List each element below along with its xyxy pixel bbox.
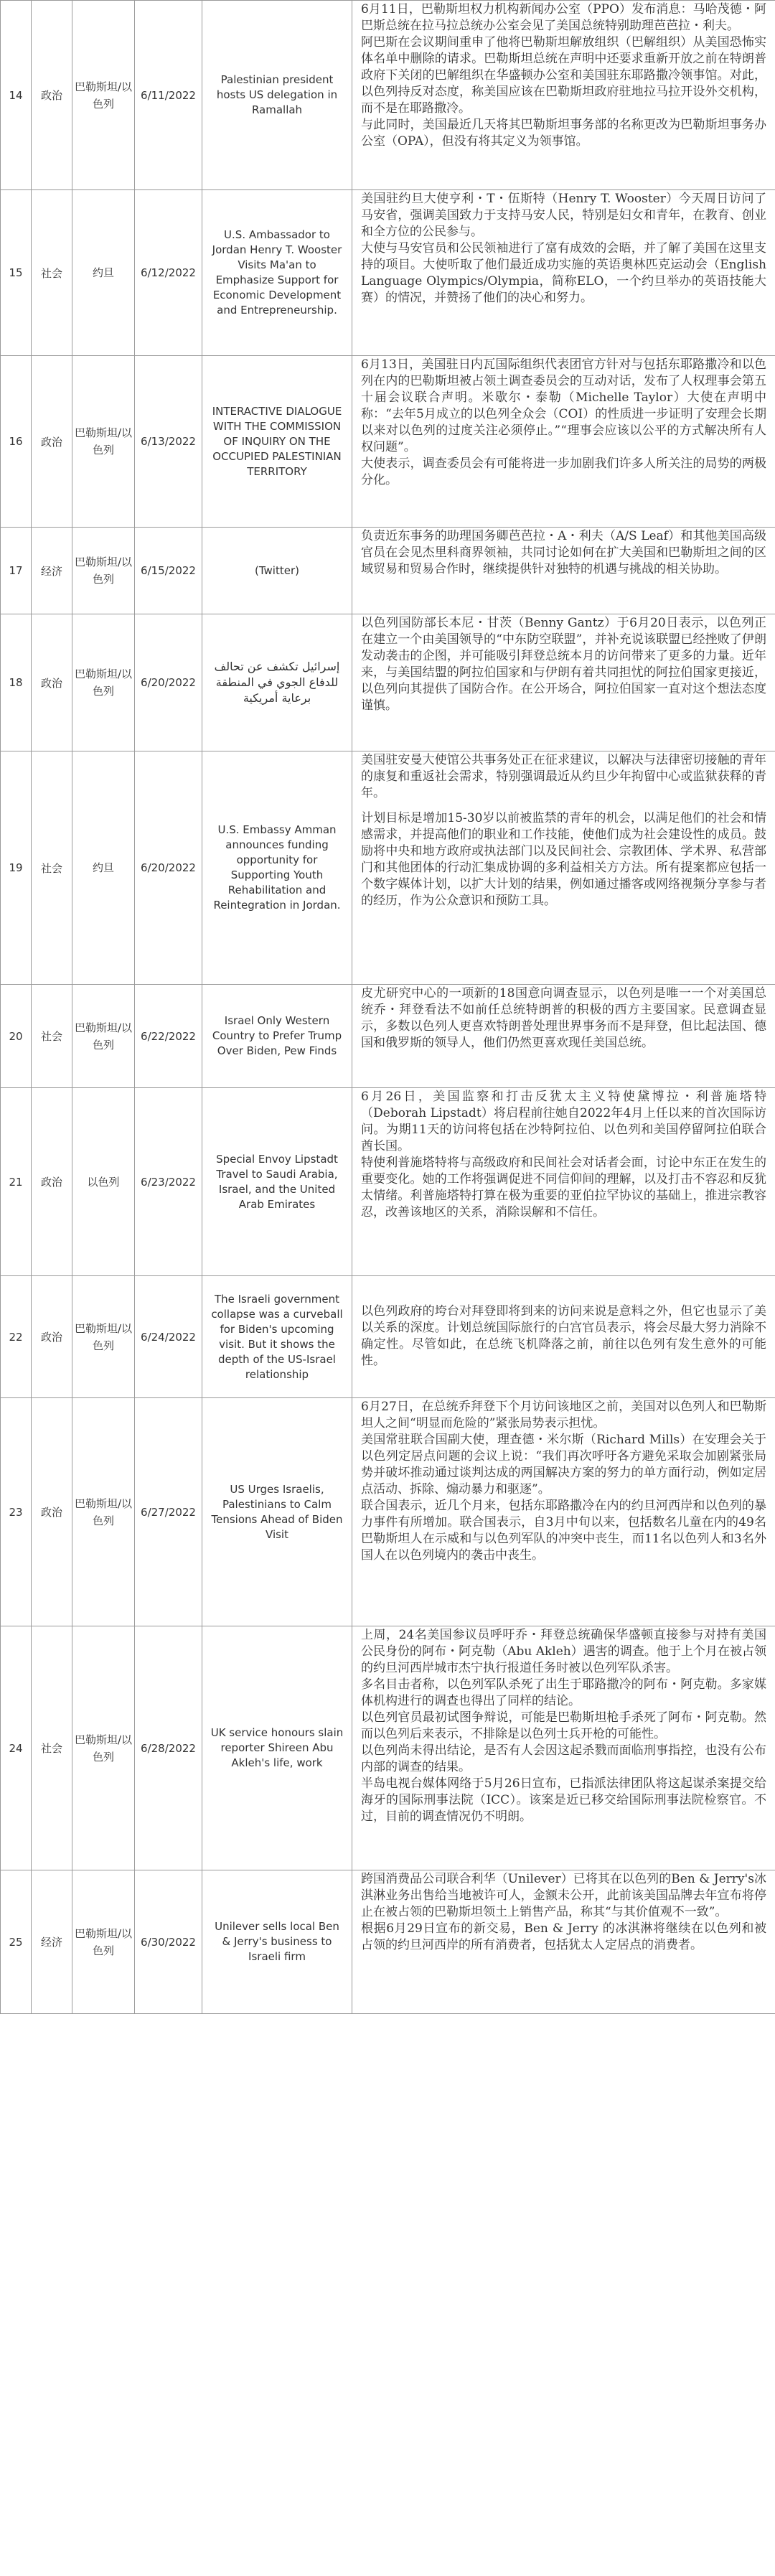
row-date: 6/11/2022 <box>135 1 202 190</box>
summary-paragraph: 计划目标是增加15-30岁以前被监禁的青年的机会，以满足他们的社会和情感需求，并提高他们的职业和工作技能，使他们成为社会建设性的成员。鼓励将中央和地方政府或执法部门以及民间社会、宗教团体、学术界、私营部门和其他团体的行动汇集成协调的多利益相关方方法。所有提案都应包括一个数字媒体计划，以扩大计划的结果，例如通过播客或网络视频分享参与者的经历，作为公众意识和预防工具。 <box>361 811 766 908</box>
table-row <box>1 356 775 528</box>
row-country: 巴勒斯坦/以色列 <box>72 356 135 528</box>
row-title: Palestinian president hosts US delegation in Ramallah <box>202 1 352 190</box>
row-country: 巴勒斯坦/以色列 <box>72 1276 135 1398</box>
row-number: 21 <box>1 1088 32 1276</box>
row-category: 政治 <box>32 1 72 190</box>
row-summary <box>352 614 775 751</box>
summary-paragraph: 跨国消费品公司联合利华（Unilever）已将其在以色列的Ben & Jerry's冰淇淋业务出售给当地被许可人，金额未公开，此前该美国品牌去年宣布将停止在被占领的巴勒斯坦领土上销售产品，称其“与其价值观不一致”。 <box>361 1872 766 1919</box>
summary-paragraph: 6月27日，在总统乔拜登下个月访问该地区之前，美国对以色列人和巴勒斯坦人之间“明显而危险的”紧张局势表示担忧。 <box>361 1400 766 1430</box>
summary-paragraph: 皮尤研究中心的一项新的18国意向调查显示，以色列是唯一一个对美国总统乔・拜登看法不如前任总统特朗普的积极的西方主要国家。民意调查显示，多数以色列人更喜欢特朗普处理世界事务而不是拜登，但比起法国、德国和俄罗斯的领导人，他们仍然更喜欢现任美国总统。 <box>361 986 766 1050</box>
row-date: 6/20/2022 <box>135 614 202 751</box>
row-title: Special Envoy Lipstadt Travel to Saudi Arabia, Israel, and the United Arab Emirates <box>202 1088 352 1276</box>
row-date: 6/13/2022 <box>135 356 202 528</box>
row-number: 17 <box>1 528 32 614</box>
row-title: (Twitter) <box>202 528 352 614</box>
row-category: 政治 <box>32 614 72 751</box>
row-date: 6/28/2022 <box>135 1626 202 1870</box>
row-title: U.S. Embassy Amman announces funding opportunity for Supporting Youth Rehabilitation and Reintegration in Jordan. <box>202 751 352 985</box>
row-category: 政治 <box>32 1398 72 1626</box>
row-number: 23 <box>1 1398 32 1626</box>
summary-paragraph: 6月11日，巴勒斯坦权力机构新闻办公室（PPO）发布消息：马哈茂德・阿巴斯总统在拉马拉总统办公室会见了美国总统特别助理芭芭拉・利夫。 <box>361 2 766 33</box>
row-summary <box>352 1276 775 1398</box>
summary-paragraph: 以色列官员最初试图争辩说，可能是巴勒斯坦枪手杀死了阿布・阿克勒。然而以色列后来表示，不排除是以色列士兵开枪的可能性。 <box>361 1710 766 1741</box>
table-row <box>1 1626 775 1870</box>
summary-paragraph: 根据6月29日宣布的新交易，Ben & Jerry 的冰淇淋将继续在以色列和被占领的约旦河西岸的所有消费者，包括犹太人定居点的消费者。 <box>361 1921 766 1952</box>
row-category: 社会 <box>32 985 72 1088</box>
row-number: 19 <box>1 751 32 985</box>
row-title: US Urges Israelis, Palestinians to Calm Tensions Ahead of Biden Visit <box>202 1398 352 1626</box>
summary-paragraph: 美国驻安曼大使馆公共事务处正在征求建议，以解决与法律密切接触的青年的康复和重返社会需求，特别强调最近从约旦少年拘留中心或监狱获释的青年。 <box>361 753 766 800</box>
row-title: Unilever sells local Ben & Jerry's business to Israeli firm <box>202 1870 352 2014</box>
row-number: 24 <box>1 1626 32 1870</box>
summary-paragraph: 以色列国防部长本尼・甘茨（Benny Gantz）于6月20日表示，以色列正在建立一个由美国领导的“中东防空联盟”，并补充说该联盟已经挫败了伊朗发动袭击的企图，并可能吸引拜登总统本月的访问带来了更多的力量。近年来，与美国结盟的阿拉伯国家和与伊朗有着共同担忧的阿拉伯国家更接近，以色列向其提供了国防合作。在公开场合，阿拉伯国家一直对这个想法态度谨慎。 <box>361 616 766 713</box>
row-summary <box>352 1088 775 1276</box>
row-summary <box>352 528 775 614</box>
row-number: 14 <box>1 1 32 190</box>
row-title <box>202 614 352 751</box>
summary-paragraph: 6月26日，美国监察和打击反犹太主义特使黛博拉・利普施塔特（Deborah Lipstadt）将启程前往她自2022年4月上任以来的首次国际访问。为期11天的访问将包括在沙特阿拉伯、以色列和美国停留阿拉伯联合酋长国。 <box>361 1090 766 1153</box>
table-row <box>1 190 775 356</box>
row-summary <box>352 751 775 985</box>
row-country: 巴勒斯坦/以色列 <box>72 1398 135 1626</box>
row-date: 6/24/2022 <box>135 1276 202 1398</box>
row-summary <box>352 985 775 1088</box>
row-date: 6/30/2022 <box>135 1870 202 2014</box>
row-title: INTERACTIVE DIALOGUE WITH THE COMMISSION OF INQUIRY ON THE OCCUPIED PALESTINIAN TERRITORY <box>202 356 352 528</box>
row-category: 政治 <box>32 1276 72 1398</box>
summary-paragraph: 多名目击者称，以色列军队杀死了出生于耶路撒冷的阿布・阿克勒。多家媒体机构进行的调查也得出了同样的结论。 <box>361 1677 766 1708</box>
table-row <box>1 1276 775 1398</box>
summary-paragraph: 6月13日，美国驻日内瓦国际组织代表团官方针对与包括东耶路撒冷和以色列在内的巴勒斯坦被占领土调查委员会的互动对话，发布了人权理事会第五十届会议联合声明。米歇尔・泰勒（Michelle Taylor）大使在声明中称：“去年5月成立的以色列全众会（COI）的性质进一步证明了安理会长期以来对以色列的过度关注必须停止。”“理事会应该以公平的方式解决所有人权问题”。 <box>361 357 766 454</box>
row-date: 6/20/2022 <box>135 751 202 985</box>
row-number: 20 <box>1 985 32 1088</box>
row-summary <box>352 1 775 190</box>
table-row <box>1 751 775 985</box>
table-row <box>1 1 775 190</box>
row-summary <box>352 190 775 356</box>
row-date: 6/15/2022 <box>135 528 202 614</box>
row-title: U.S. Ambassador to Jordan Henry T. Wooster Visits Ma'an to Emphasize Support for Economic Development and Entrepreneurship. <box>202 190 352 356</box>
row-number: 16 <box>1 356 32 528</box>
row-category: 经济 <box>32 1870 72 2014</box>
row-country: 巴勒斯坦/以色列 <box>72 1 135 190</box>
row-country: 巴勒斯坦/以色列 <box>72 985 135 1088</box>
row-country: 巴勒斯坦/以色列 <box>72 1626 135 1870</box>
table-row <box>1 1088 775 1276</box>
summary-paragraph: 特使利普施塔特将与高级政府和民间社会对话者会面，讨论中东正在发生的重要变化。她的工作将强调促进不同信仰间的理解，以及打击不容忍和反犹太情绪。利普施塔特打算在极为重要的亚伯拉罕协议的基础上，推进宗教容忍，改善该地区的关系，消除误解和不信任。 <box>361 1156 766 1219</box>
row-category: 政治 <box>32 356 72 528</box>
row-title: UK service honours slain reporter Shireen Abu Akleh's life, work <box>202 1626 352 1870</box>
summary-paragraph: 美国驻约旦大使亨利・T・伍斯特（Henry T. Wooster）今天周日访问了马安省，强调美国致力于支持马安人民，特别是妇女和青年，在教育、创业和全方位的公民参与。 <box>361 192 766 239</box>
summary-paragraph: 联合国表示，近几个月来，包括东耶路撒冷在内的约旦河西岸和以色列的暴力事件有所增加。联合国表示，自3月中旬以来，包括数名儿童在内的49名巴勒斯坦人在示威和与以色列军队的冲突中丧生，而11名以色列人和3名外国人在以色列境内的袭击中丧生。 <box>361 1499 766 1563</box>
row-title: Israel Only Western Country to Prefer Trump Over Biden, Pew Finds <box>202 985 352 1088</box>
row-category: 政治 <box>32 1088 72 1276</box>
row-country: 巴勒斯坦/以色列 <box>72 528 135 614</box>
summary-paragraph: 大使表示，调查委员会有可能将进一步加剧我们许多人所关注的局势的两极分化。 <box>361 456 766 487</box>
table-row <box>1 1870 775 2014</box>
summary-paragraph: 半岛电视台媒体网络于5月26日宣布，已指派法律团队将这起谋杀案提交给海牙的国际刑事法院（ICC）。该案是近已移交给国际刑事法院检察官。不过，目前的调查情况仍不明朗。 <box>361 1776 766 1824</box>
summary-paragraph: 负责近东事务的助理国务卿芭芭拉・A・利夫（A/S Leaf）和其他美国高级官员在会见杰里科商界领袖，共同讨论如何在扩大美国和巴勒斯坦之间的区域贸易和贸易合作时，继续提供针对独特的机遇与挑战的相关协助。 <box>361 529 766 576</box>
row-summary <box>352 1398 775 1626</box>
row-title-arabic: إسرائيل تكشف عن تحالف للدفاع الجوي في المنطقة برعاية أمريكية <box>214 660 340 705</box>
row-country: 巴勒斯坦/以色列 <box>72 614 135 751</box>
summary-paragraph: 阿巴斯在会议期间重申了他将巴勒斯坦解放组织（巴解组织）从美国恐怖实体名单中删除的请求。巴勒斯坦总统在声明中还要求重新开放之前在特朗普政府下关闭的巴解组织在华盛顿办公室和美国驻东耶路撒冷领事馆。对此，以色列持反对态度，称美国应该在巴勒斯坦政府驻地拉马拉开设外交机构，而不是在耶路撒冷。 <box>361 35 766 116</box>
row-summary <box>352 1870 775 2014</box>
summary-paragraph: 美国常驻联合国副大使，理查德・米尔斯（Richard Mills）在安理会关于以色列定居点问题的会议上说：“我们再次呼吁各方避免采取会加剧紧张局势并破坏推动通过谈判达成的两国解决方案的努力的单方面行动，例如定居点活动、拆除、煽动暴力和驱逐”。 <box>361 1433 766 1497</box>
row-country: 约旦 <box>72 751 135 985</box>
row-country: 约旦 <box>72 190 135 356</box>
table-row <box>1 1398 775 1626</box>
table-row <box>1 528 775 614</box>
row-category: 经济 <box>32 528 72 614</box>
row-country: 以色列 <box>72 1088 135 1276</box>
summary-paragraph: 大使与马安官员和公民领袖进行了富有成效的会晤，并了解了美国在这里支持的项目。大使听取了他们最近成功实施的英语奥林匹克运动会（English Language Olympics/Olympia，简称ELO，一个约旦举办的英语技能大赛）的情况，并赞扬了他们的决心和努力。 <box>361 241 766 305</box>
row-title: The Israeli government collapse was a curveball for Biden's upcoming visit. But it shows the depth of the US-Israel relationship <box>202 1276 352 1398</box>
row-date: 6/23/2022 <box>135 1088 202 1276</box>
table-row <box>1 985 775 1088</box>
row-number: 25 <box>1 1870 32 2014</box>
row-category: 社会 <box>32 751 72 985</box>
row-category: 社会 <box>32 190 72 356</box>
row-number: 18 <box>1 614 32 751</box>
summary-paragraph: 以色列尚未得出结论，是否有人会因这起杀戮而面临刑事指控，也没有公布内部的调查的结果。 <box>361 1743 766 1774</box>
row-date: 6/27/2022 <box>135 1398 202 1626</box>
row-category: 社会 <box>32 1626 72 1870</box>
row-country: 巴勒斯坦/以色列 <box>72 1870 135 2014</box>
summary-paragraph: 以色列政府的垮台对拜登即将到来的访问来说是意料之外，但它也显示了美以关系的深度。计划总统国际旅行的白宫官员表示，将会尽最大努力消除不确定性。尽管如此，在总统飞机降落之前，前往以色列有发生意外的可能性。 <box>361 1304 766 1368</box>
summary-paragraph: 与此同时，美国最近几天将其巴勒斯坦事务部的名称更改为巴勒斯坦事务办公室（OPA），但没有将其定义为领事馆。 <box>361 118 766 149</box>
row-number: 15 <box>1 190 32 356</box>
row-summary <box>352 356 775 528</box>
row-date: 6/12/2022 <box>135 190 202 356</box>
summary-paragraph: 上周，24名美国参议员呼吁乔・拜登总统确保华盛顿直接参与对持有美国公民身份的阿布・阿克勒（Abu Akleh）遇害的调查。他于上个月在被占领的约旦河西岸城市杰宁执行报道任务时被以色列军队杀害。 <box>361 1628 766 1675</box>
table-row <box>1 614 775 751</box>
row-date: 6/22/2022 <box>135 985 202 1088</box>
row-number: 22 <box>1 1276 32 1398</box>
row-summary <box>352 1626 775 1870</box>
